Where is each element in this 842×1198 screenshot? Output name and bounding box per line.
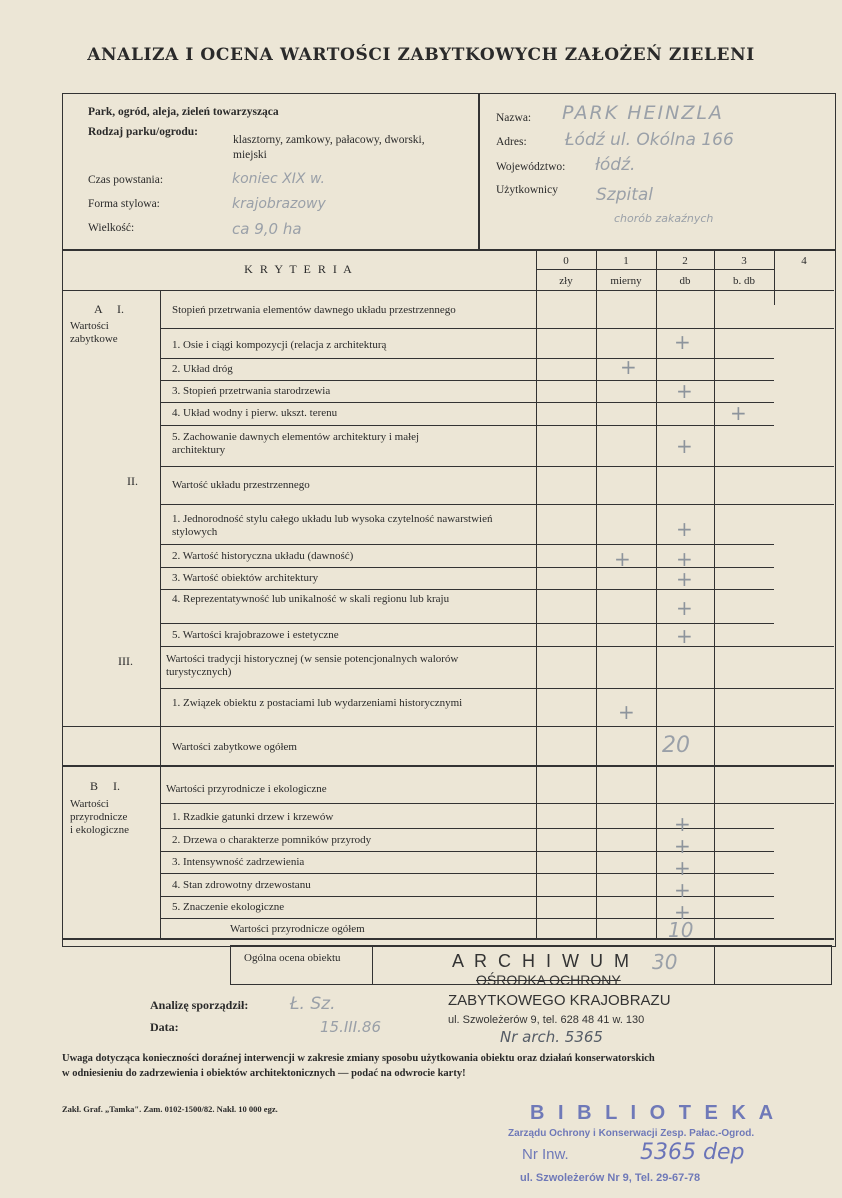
bib-nr-label: Nr Inw. — [522, 1146, 569, 1163]
a1-row-3: 3. Stopień przetrwania starodrzewia — [172, 385, 331, 397]
stamp-nr: Nr arch. 5365 — [500, 1028, 603, 1046]
col-name-3: b. db — [733, 275, 755, 287]
a2-row-5: 5. Wartości krajobrazowe i estetyczne — [172, 629, 339, 641]
a1-row-4: 4. Układ wodny i pierw. ukszt. terenu — [172, 407, 338, 419]
b1-row-1: 1. Rzadkie gatunki drzew i krzewów — [172, 811, 334, 823]
mark-a2-2a: + — [614, 547, 631, 571]
czas-value: koniec XIX w. — [232, 171, 325, 187]
a3-head: Wartości tradycji historycznej (w sensie potencjonalnych walorów turystycznych) — [166, 653, 459, 678]
b1-head: Wartości przyrodnicze i ekologiczne — [166, 783, 327, 795]
b-total-value: 10 — [668, 918, 694, 942]
bib-title: B I B L I O T E K A — [530, 1102, 778, 1124]
col-name-0: zły — [559, 275, 573, 287]
uwaga-line-2: w odniesieniu do zadrzewienia i obiektów architektonicznych — podać na odwrocie karty! — [62, 1068, 466, 1079]
uzyt-label: Użytkownicy — [496, 184, 558, 196]
forma-value: krajobrazowy — [232, 196, 326, 212]
a-total-label: Wartości zabytkowe ogółem — [172, 741, 297, 753]
col-name-2: db — [679, 275, 691, 287]
mark-a2-4: + — [676, 596, 693, 620]
a3-row-1: 1. Związek obiektu z postaciami lub wydarzeniami historycznymi — [172, 697, 463, 709]
section-b-sub: Wartości przyrodnicze i ekologiczne — [70, 798, 129, 836]
uzyt-value-2: chorób zakaźnych — [614, 212, 714, 225]
bib-nr-value: 5365 dep — [640, 1140, 745, 1165]
col-num-0: 0 — [563, 255, 569, 267]
col-num-2: 2 — [682, 255, 688, 267]
a2-head: Wartość układu przestrzennego — [172, 479, 310, 491]
forma-label: Forma stylowa: — [88, 198, 160, 210]
b-total-label: Wartości przyrodnicze ogółem — [230, 923, 365, 935]
bib-line-2: Zarządu Ochrony i Konserwacji Zesp. Pałac.-Ogrod. — [508, 1128, 755, 1139]
mark-b1-2: + — [674, 834, 691, 858]
woj-label: Województwo: — [496, 161, 566, 173]
b1-row-5: 5. Znaczenie ekologiczne — [172, 901, 285, 913]
b1-row-3: 3. Intensywność zadrzewienia — [172, 856, 305, 868]
kryteria-label: K R Y T E R I A — [244, 262, 354, 276]
analiza-label: Analizę sporządził: — [150, 998, 249, 1012]
b1-row-4: 4. Stan zdrowotny drzewostanu — [172, 879, 311, 891]
col-num-3: 3 — [741, 255, 747, 267]
page-title: ANALIZA I OCENA WARTOŚCI ZABYTKOWYCH ZAŁOŻEŃ ZIELENI — [87, 45, 755, 65]
a-total-value: 20 — [662, 733, 690, 758]
analiza-value: Ł. Sz. — [290, 994, 336, 1014]
a2-row-1: 1. Jednorodność stylu całego układu lub wysoka czytelność nawarstwień stylowych — [172, 513, 493, 538]
section-b-label: B I. — [90, 779, 120, 793]
bib-address: ul. Szwoleżerów Nr 9, Tel. 29-67-78 — [520, 1172, 701, 1184]
mark-a1-4: + — [730, 401, 747, 425]
park-label: Park, ogród, aleja, zieleń towarzysząca — [88, 106, 279, 118]
mark-b1-3: + — [674, 856, 691, 880]
a2-row-2: 2. Wartość historyczna układu (dawność) — [172, 550, 354, 562]
data-label: Data: — [150, 1020, 179, 1034]
a1-row-5: 5. Zachowanie dawnych elementów architektury i małej architektury — [172, 431, 420, 456]
print-info: Zakł. Graf. „Tamka". Zam. 0102-1500/82. Nakł. 10 000 egz. — [62, 1104, 278, 1114]
mark-a1-5: + — [676, 434, 693, 458]
stamp-osrodka: OŚRODKA OCHRONY — [476, 972, 621, 988]
czas-label: Czas powstania: — [88, 174, 164, 186]
col-name-1: mierny — [610, 275, 642, 287]
a2-row-4: 4. Reprezentatywność lub unikalność w skali regionu lub kraju — [172, 593, 450, 605]
stamp-zabytkowego: ZABYTKOWEGO KRAJOBRAZU — [448, 992, 671, 1009]
section-a-sub: Wartości zabytkowe — [70, 320, 118, 345]
mark-a1-2: + — [620, 355, 637, 379]
overall-label: Ogólna ocena obiektu — [244, 952, 341, 964]
adres-value: Łódź ul. Okólna 166 — [565, 130, 734, 150]
b1-row-2: 2. Drzewa o charakterze pomników przyrody — [172, 834, 372, 846]
col-num-1: 1 — [623, 255, 629, 267]
mark-a1-3: + — [676, 379, 693, 403]
woj-value: łódź. — [595, 155, 636, 175]
mark-a2-3: + — [676, 567, 693, 591]
nazwa-value: PARK HEINZLA — [562, 102, 724, 124]
stamp-address: ul. Szwoleżerów 9, tel. 628 48 41 w. 130 — [448, 1014, 645, 1026]
section-a-label: A I. — [94, 302, 124, 316]
stamp-archiwum: A R C H I W U M — [452, 951, 632, 971]
a1-row-1: 1. Osie i ciągi kompozycji (relacja z architekturą — [172, 339, 387, 351]
mark-b1-5: + — [674, 900, 691, 924]
adres-label: Adres: — [496, 136, 527, 148]
a1-row-2: 2. Układ dróg — [172, 363, 233, 375]
uzyt-value: Szpital — [596, 185, 654, 205]
overall-value: 30 — [652, 950, 678, 974]
wielkosc-label: Wielkość: — [88, 222, 135, 234]
section-a3-label: III. — [118, 654, 133, 668]
a2-row-3: 3. Wartość obiektów architektury — [172, 572, 319, 584]
section-a2-label: II. — [127, 474, 138, 488]
mark-a3-1: + — [618, 700, 635, 724]
data-value: 15.III.86 — [320, 1018, 381, 1036]
mark-a2-1: + — [676, 517, 693, 541]
mark-b1-4: + — [674, 878, 691, 902]
mark-b1-1: + — [674, 812, 691, 836]
mark-a2-5: + — [676, 624, 693, 648]
mark-a2-2b: + — [676, 547, 693, 571]
a1-head: Stopień przetrwania elementów dawnego układu przestrzennego — [172, 304, 456, 316]
rodzaj-label: Rodzaj parku/ogrodu: — [88, 126, 199, 138]
mark-a1-1: + — [674, 330, 691, 354]
rodzaj-options-2: miejski — [233, 149, 267, 161]
col-num-4: 4 — [801, 255, 807, 267]
wielkosc-value: ca 9,0 ha — [232, 220, 302, 238]
nazwa-label: Nazwa: — [496, 112, 532, 124]
uwaga-line-1: Uwaga dotycząca konieczności doraźnej interwencji w zakresie zmiany sposobu użytkowania obiektu oraz działań konserwatorskich — [62, 1053, 655, 1064]
rodzaj-options: klasztorny, zamkowy, pałacowy, dworski, — [233, 134, 425, 146]
